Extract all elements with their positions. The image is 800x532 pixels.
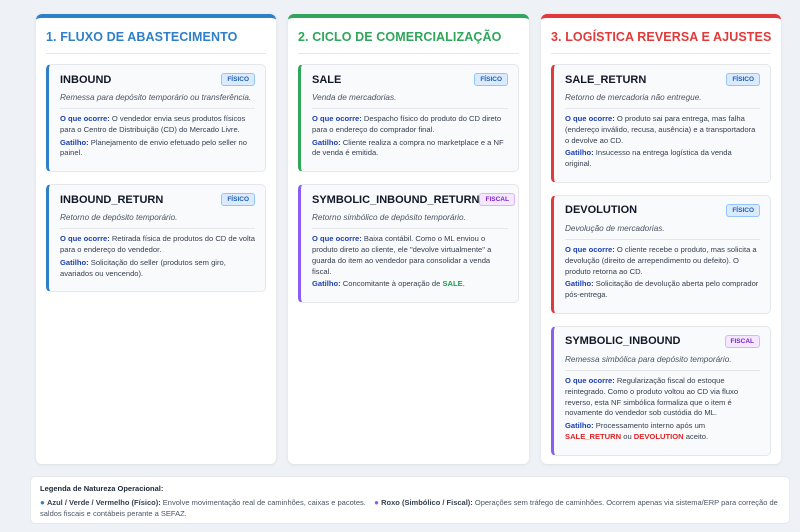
trigger-label: Gatilho: bbox=[565, 279, 594, 289]
card-trigger bbox=[60, 138, 255, 160]
card-title: INBOUND_RETURN bbox=[60, 193, 164, 206]
trigger-label: Gatilho: bbox=[312, 279, 341, 289]
card-trigger bbox=[565, 148, 760, 170]
card-symbolic-inbound[interactable] bbox=[551, 326, 771, 456]
card-trigger bbox=[312, 279, 508, 290]
card-sale[interactable] bbox=[298, 64, 519, 172]
trigger-text-mid: ou bbox=[621, 431, 634, 441]
trigger-highlight-sale-return: SALE_RETURN bbox=[565, 431, 622, 441]
card-title: SYMBOLIC_INBOUND bbox=[565, 335, 681, 348]
occurs-text: O produto sai para entrega, mas falha (endereço inválido, recusa, ausência) e a transportadora o devolve ao CD. bbox=[565, 114, 756, 145]
card-occurs bbox=[312, 234, 508, 277]
trigger-label: Gatilho: bbox=[565, 421, 594, 431]
card-subtitle: Remessa para depósito temporário ou transferência. bbox=[60, 92, 255, 109]
card-title: SALE_RETURN bbox=[565, 73, 647, 86]
card-trigger bbox=[312, 138, 508, 160]
trigger-text: Planejamento de envio efetuado pelo seller no painel. bbox=[60, 137, 248, 158]
badge-fisico: FÍSICO bbox=[726, 73, 760, 86]
trigger-text: Solicitação do seller (produtos sem giro, avariados ou vencendo). bbox=[60, 257, 226, 278]
card-trigger bbox=[565, 421, 760, 443]
column-title: 2. CICLO DE COMERCIALIZAÇÃO bbox=[298, 30, 519, 54]
occurs-label: O que ocorre: bbox=[312, 114, 362, 124]
card-subtitle: Devolução de mercadorias. bbox=[565, 223, 760, 240]
card-inbound[interactable] bbox=[46, 64, 266, 172]
occurs-label: O que ocorre: bbox=[312, 234, 362, 244]
legend-fiscal-text: Operações sem tráfego de caminhões. Ocorrem apenas via sistema/ERP para correção de saldos fiscais e contábeis perante a SEFAZ. bbox=[40, 497, 778, 518]
legend-title: Legenda de Natureza Operacional: bbox=[40, 484, 164, 493]
column-supply-flow bbox=[36, 14, 276, 464]
trigger-label: Gatilho: bbox=[60, 137, 89, 147]
badge-fisico: FÍSICO bbox=[474, 73, 508, 86]
card-occurs bbox=[565, 114, 760, 146]
occurs-text: Regularização fiscal do estoque reintegrado. Como o produto voltou ao CD via fluxo reverso, esta NF simbólica formaliza que o item é novamente do vendedor sob custódia do ML. bbox=[565, 376, 739, 418]
card-title: DEVOLUTION bbox=[565, 204, 638, 217]
trigger-text: Cliente realiza a compra no marketplace e a NF de venda é emitida. bbox=[312, 137, 504, 158]
card-occurs bbox=[312, 114, 508, 136]
card-subtitle: Retorno simbólico de depósito temporário. bbox=[312, 212, 508, 229]
trigger-text-end: aceito. bbox=[683, 431, 709, 441]
purple-dot-icon: ● bbox=[374, 497, 380, 507]
card-occurs bbox=[60, 234, 255, 256]
card-subtitle: Venda de mercadorias. bbox=[312, 92, 508, 109]
legend-box bbox=[30, 476, 790, 524]
occurs-text: Retirada física de produtos do CD de volta para o endereço do vendedor. bbox=[60, 234, 256, 255]
card-occurs bbox=[565, 245, 760, 277]
legend-body bbox=[40, 497, 780, 520]
card-inbound-return[interactable] bbox=[46, 184, 266, 292]
card-title: SYMBOLIC_INBOUND_RETURN bbox=[312, 193, 480, 206]
column-sales-cycle bbox=[288, 14, 529, 464]
badge-fiscal: FISCAL bbox=[725, 335, 760, 348]
column-title: 3. LOGÍSTICA REVERSA E AJUSTES bbox=[551, 30, 771, 54]
badge-fisico: FÍSICO bbox=[221, 193, 255, 206]
card-trigger bbox=[60, 258, 255, 280]
trigger-text: Solicitação de devolução aberta pelo comprador pós-entrega. bbox=[565, 279, 759, 300]
blue-dot-icon: ● bbox=[40, 497, 45, 507]
occurs-text: O vendedor envia seus produtos físicos para o Centro de Distribuição (CD) do Mercado Livre. bbox=[60, 114, 246, 134]
legend-fiscal-label: Roxo (Simbólico / Fiscal): bbox=[381, 497, 473, 507]
legend-physical-label: Azul / Verde / Vermelho (Físico): bbox=[46, 497, 161, 507]
occurs-label: O que ocorre: bbox=[565, 114, 615, 124]
card-subtitle: Retorno de mercadoria não entregue. bbox=[565, 92, 760, 109]
card-symbolic-inbound-return[interactable] bbox=[298, 184, 519, 303]
card-occurs bbox=[60, 114, 255, 136]
card-devolution[interactable] bbox=[551, 195, 771, 314]
trigger-label: Gatilho: bbox=[565, 148, 594, 158]
occurs-label: O que ocorre: bbox=[60, 234, 110, 244]
card-sale-return[interactable] bbox=[551, 64, 771, 183]
occurs-text: Despacho físico do produto do CD direto para o endereço do comprador final. bbox=[312, 114, 502, 134]
trigger-text: Processamento interno após um bbox=[593, 421, 706, 431]
occurs-text: Baixa contábil. Como o ML enviou o produto direto ao cliente, ele "devolve virtualmente" a guarda do item ao vendedor para consolidar a venda fiscal. bbox=[312, 234, 492, 276]
badge-fiscal: FISCAL bbox=[479, 193, 514, 206]
trigger-text: Insucesso na entrega logística da venda original. bbox=[565, 148, 732, 169]
card-trigger bbox=[565, 279, 760, 301]
card-title: INBOUND bbox=[60, 73, 112, 86]
trigger-highlight-sale: SALE bbox=[442, 279, 463, 289]
badge-fisico: FÍSICO bbox=[726, 204, 760, 217]
occurs-label: O que ocorre: bbox=[565, 376, 615, 385]
card-title: SALE bbox=[312, 73, 342, 86]
card-occurs bbox=[565, 376, 760, 419]
legend-physical-text: Envolve movimentação real de caminhões, caixas e pacotes. bbox=[160, 497, 366, 507]
occurs-label: O que ocorre: bbox=[565, 245, 615, 255]
trigger-text: Concomitante à operação de bbox=[340, 279, 443, 289]
column-title: 1. FLUXO DE ABASTECIMENTO bbox=[46, 30, 266, 54]
trigger-highlight-devolution: DEVOLUTION bbox=[633, 431, 684, 441]
card-subtitle: Retorno de depósito temporário. bbox=[60, 212, 255, 229]
badge-fisico: FÍSICO bbox=[221, 73, 255, 86]
trigger-text-end: . bbox=[462, 279, 465, 289]
trigger-label: Gatilho: bbox=[312, 137, 341, 147]
trigger-label: Gatilho: bbox=[60, 257, 89, 267]
column-reverse-logistics bbox=[541, 14, 781, 464]
occurs-text: O cliente recebe o produto, mas solicita a devolução (direito de arrependimento ou defeito). O produto retorna ao CD. bbox=[565, 245, 757, 276]
occurs-label: O que ocorre: bbox=[60, 114, 110, 124]
card-subtitle: Remessa simbólica para depósito temporário. bbox=[565, 354, 760, 371]
